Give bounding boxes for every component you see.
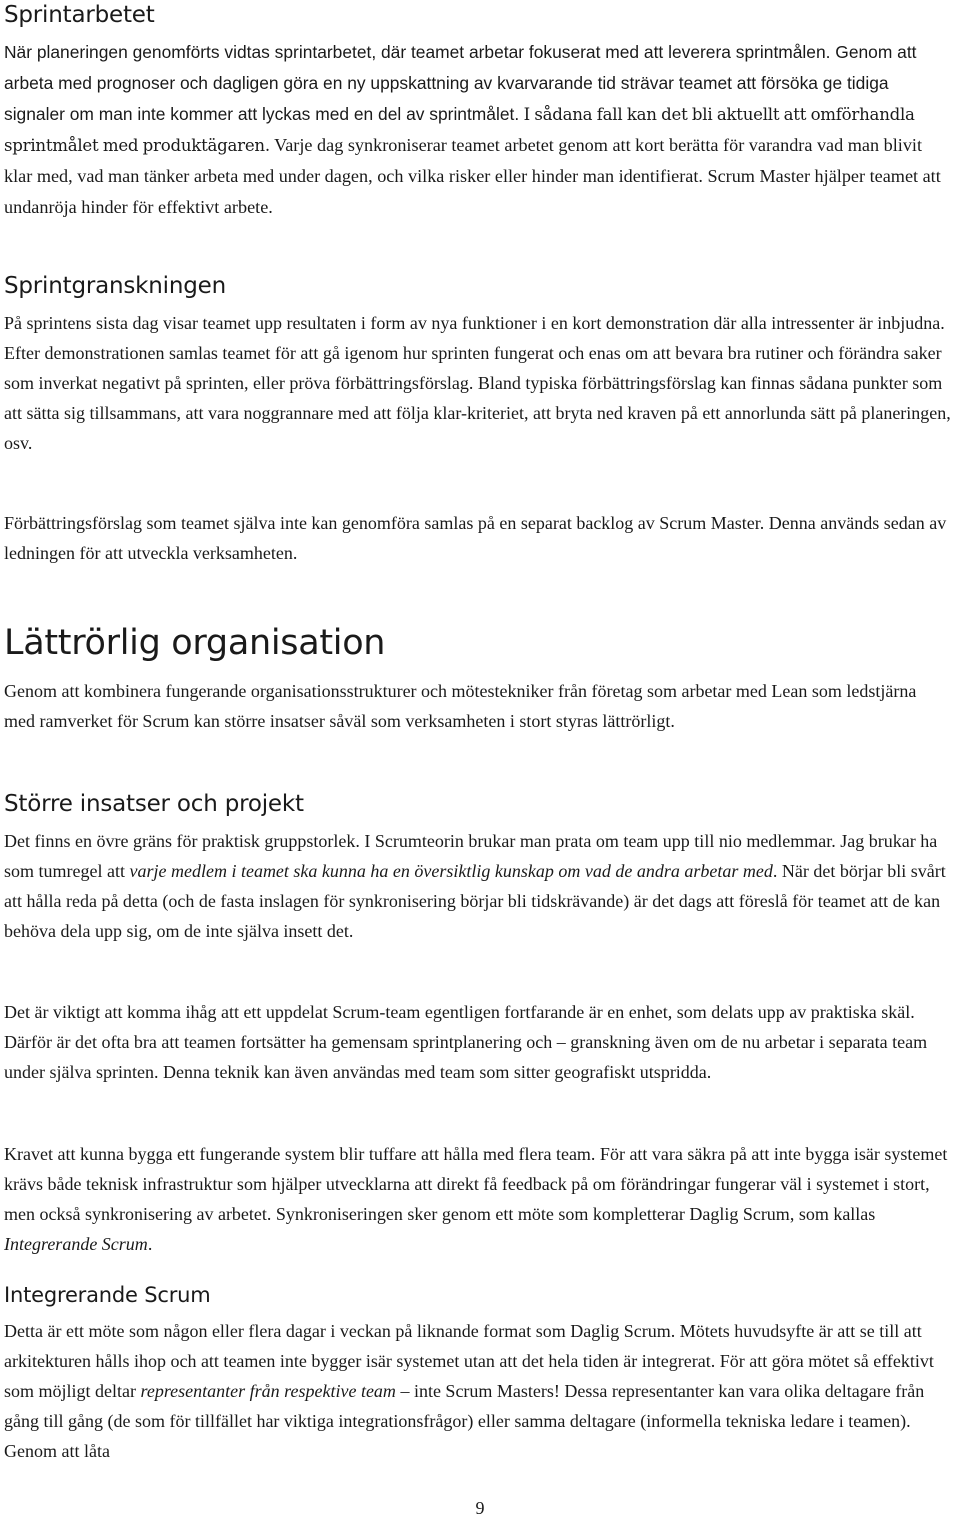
paragraph-lattrorlig-organisation — [4, 676, 944, 736]
text-run: Förbättringsförslag som teamet själva inte kan genomföra samlas på en separat backlog av Scrum Master. Denna används sedan av ledningen för att utveckla verksamheten. — [4, 513, 947, 563]
paragraph-storre-insatser-2 — [4, 997, 958, 1087]
text-run-italic: Integrerande Scrum — [4, 1234, 148, 1254]
page-number: 9 — [475, 1498, 485, 1518]
text-run: När planeringen genomförts vidtas sprintarbetet, där teamet arbetar fokuserat med att leverera sprintmålen. Genom att arbeta med prognoser och dagligen göra en ny uppskattning av kvarvarande tid strävar teamet att försöka ge tidiga signaler om man inte kommer att lyckas med en del av sprintmålet. — [4, 42, 917, 124]
text-run: Det finns en övre gräns för praktisk gruppstorlek. I Scrumteorin brukar man prata om team upp till nio medlemmar. Jag brukar ha som tumregel att — [4, 831, 938, 881]
text-run: – inte Scrum Masters! Dessa representanter kan vara olika deltagare från gång till gång (de som för tillfället har viktiga integrationsfrågor) eller samma deltagare (informella tekniska ledare i teamen). Genom att låta — [4, 1381, 925, 1461]
text-run: På sprintens sista dag visar teamet upp resultaten i form av nya funktioner i en kort demonstration där alla intressenter är inbjudna. Efter demonstrationen samlas teamet för att gå igenom hur sprinten fungerat och enas om att bevara bra rutiner och förändra saker som inverkat negativt på sprinten, eller pröva förbättringsförslag. Bland typiska förbättringsförslag kan finnas sådana punkter som att sätta sig tillsammans, att vara noggrannare med att följa klar-kriteriet, att bryta ned kraven på ett annorlunda sätt på planeringen, osv. — [4, 313, 951, 453]
text-run: . — [147, 1234, 153, 1254]
text-run: . När det börjar bli svårt att hålla reda på detta (och de fasta inslagen för synkronisering börjar bli tidskrävande) är det dags att föreslå för teamet att de kan behöva dela upp sig, om de inte själva insett det. — [4, 861, 946, 941]
text-run-italic: varje medlem i teamet ska kunna ha en översiktlig kunskap om vad de andra arbetar med — [129, 861, 773, 881]
text-run: Varje dag synkroniserar teamet arbetet genom att kort berätta för varandra vad man blivit klar med, vad man tänker arbeta med under dagen, och vilka risker eller hinder man identifierat. Scrum Master hjälper teamet att undanröja hinder för effektivt arbete. — [4, 135, 941, 217]
paragraph-sprintgranskningen-2 — [4, 508, 958, 568]
heading-storre-insatser: Större insatser och projekt — [4, 791, 304, 817]
text-run: Kravet att kunna bygga ett fungerande system blir tuffare att hålla med flera team. För att vara säkra på att inte bygga isär systemet krävs både teknisk infrastruktur som hjälper utvecklarna att direkt få feedback på om förändringar fungerar väl i systemet i stort, men också synkronisering av arbetet. Synkroniseringen sker genom ett möte som kompletterar Daglig Scrum, som kallas — [4, 1144, 948, 1224]
paragraph-sprintgranskningen-1 — [4, 308, 958, 458]
paragraph-integrerande-scrum — [4, 1316, 958, 1466]
text-run: I sådana fall kan det bli aktuellt att omförhandla sprintmålet med produktägaren. — [4, 105, 915, 155]
heading-integrerande-scrum: Integrerande Scrum — [4, 1283, 211, 1307]
paragraph-storre-insatser-1 — [4, 826, 958, 946]
paragraph-sprintarbetet — [4, 37, 944, 223]
paragraph-storre-insatser-3 — [4, 1139, 958, 1259]
text-run: Genom att kombinera fungerande organisationsstrukturer och mötestekniker från företag som arbetar med Lean som ledstjärna med ramverket för Scrum kan större insatser såväl som verksamheten i stort styras lättrörligt. — [4, 681, 917, 731]
heading-sprintgranskningen: Sprintgranskningen — [4, 273, 226, 299]
heading-lattrorlig-organisation: Lättrörlig organisation — [4, 623, 386, 663]
heading-sprintarbetet: Sprintarbetet — [4, 2, 155, 28]
text-run: Det är viktigt att komma ihåg att ett uppdelat Scrum-team egentligen fortfarande är en enhet, som delats upp av praktiska skäl. Därför är det ofta bra att teamen fortsätter ha gemensam sprintplanering och – granskning även om de nu arbetar i separata team under själva sprinten. Denna teknik kan även användas med team som sitter geografiskt utspridda. — [4, 1002, 928, 1082]
text-run: Detta är ett möte som någon eller flera dagar i veckan på liknande format som Daglig Scrum. Mötets huvudsyfte är att se till att arkitekturen hålls ihop och att teamen inte bygger isär systemet utan att det hela tiden är integrerat. För att göra mötet så effektivt som möjligt deltar — [4, 1321, 934, 1401]
text-run-italic: representanter från respektive team — [140, 1381, 396, 1401]
